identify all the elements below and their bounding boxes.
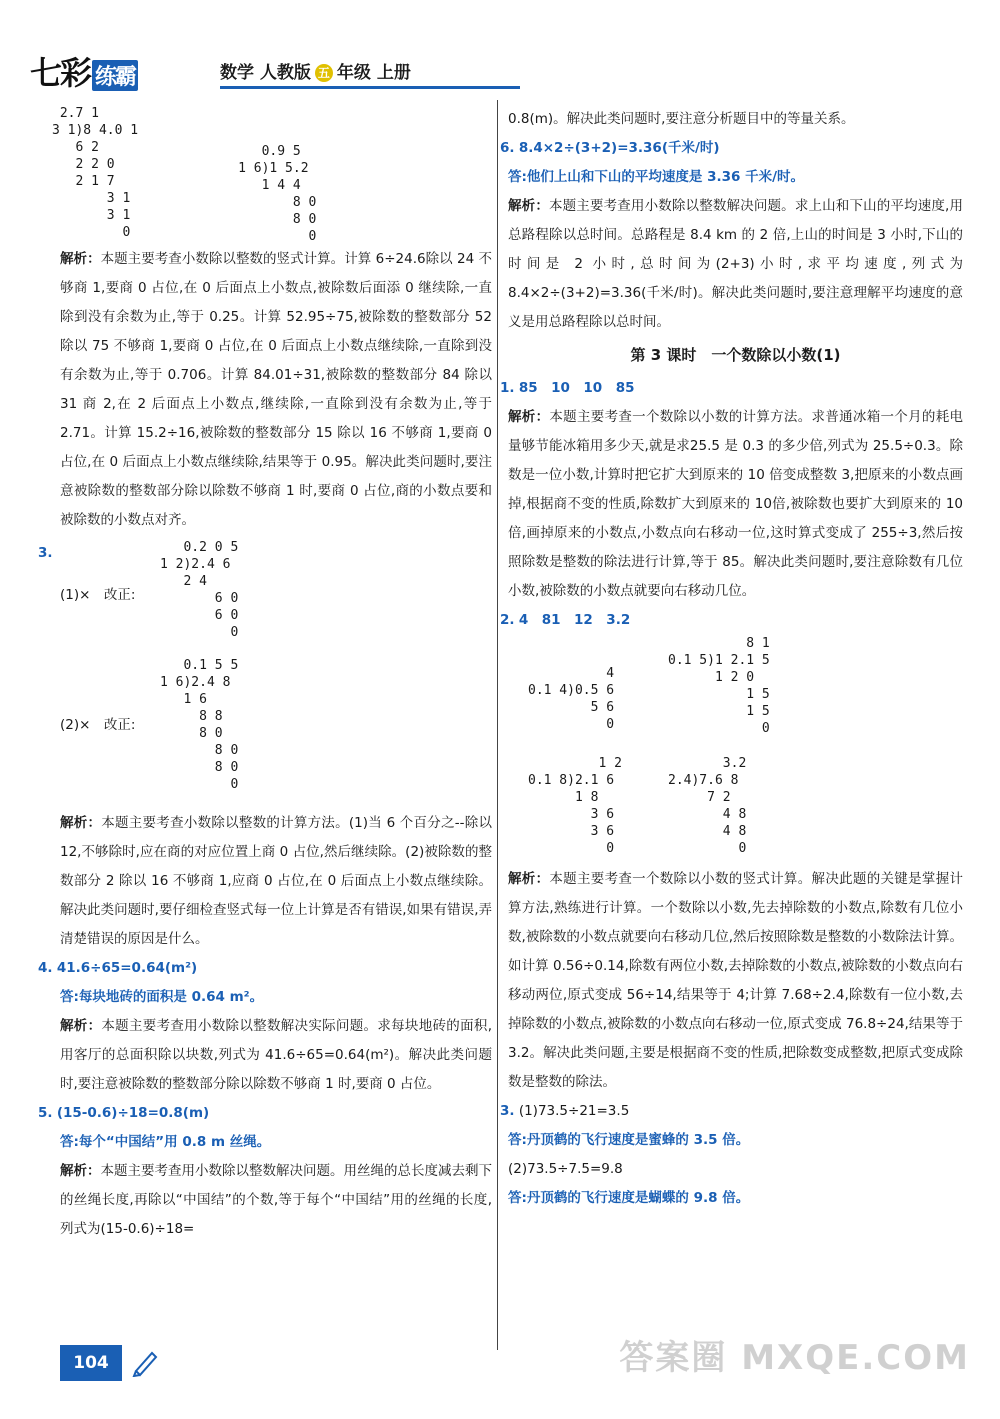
header-rule [220, 86, 520, 89]
r-question-2: 2. 4 81 12 3.2 [500, 612, 631, 628]
left-column [38, 105, 493, 1244]
analysis-3: 解析：本题主要考查用小数除以整数解决实际问题。求每块地砖的面积,用客厅的总面积除以块数,列式为 41.6÷65=0.64(m²)。解决此类问题时,要注意被除数的整数部分除以除数不够商 1 时,要商 0 占位。 [60, 1018, 492, 1092]
page-number: 104 [60, 1345, 122, 1381]
page-header [30, 48, 490, 92]
r-q3-1-answer: 答:丹顶鹤的飞行速度是蜜蜂的 3.5 倍。 [508, 1132, 750, 1148]
question-4: 4. 41.6÷65=0.64(m²) [38, 960, 198, 976]
grade-circle: 五 [315, 64, 333, 82]
q6-answer: 答:他们上山和下山的平均速度是 3.36 千米/时。 [508, 169, 805, 185]
r-q3-2: (2)73.5÷7.5=9.8 [508, 1161, 623, 1177]
calc-12-15: 8 1 0.1 5)1 2.1 5 1 2 0 1 5 1 5 0 [668, 636, 770, 736]
q3-1-calc: 0.2 0 5 1 2)2.4 6 2 4 6 0 6 0 0 [160, 540, 239, 640]
question-6: 6. 8.4×2÷(3+2)=3.36(千米/时) [500, 140, 720, 156]
q3-1-label: (1)× 改正: [60, 587, 136, 603]
watermark: 答案圈 MXQE.COM [619, 1338, 970, 1378]
calc-7-68: 3.2 2.4)7.6 8 7 2 4 8 4 8 0 [668, 756, 747, 856]
calc-2-16: 1 2 0.1 8)2.1 6 1 8 3 6 3 6 0 [528, 756, 622, 856]
question-5: 5. (15-0.6)÷18=0.8(m) [38, 1105, 210, 1121]
analysis-7: 解析：本题主要考查一个数除以小数的竖式计算。解决此题的关键是掌握计算方法,熟练进行计算。一个数除以小数,先去掉除数的小数点,除数有几位小数,被除数的小数点就要向右移动几位,然后按照除数是整数的小数除法计算。如计算 0.56÷0.14,除数有两位小数,去掉除数的小数点,被除数的小数点向右移动两位,原式变成 56÷14,结果等于 4;计算 7.68÷2.4,除数有一位小数,去掉除数的小数点,被除数的小数点向右移动一位,原式变成 76.8÷24,结果等于3.2。解决此类问题,主要是根据商不变的性质,把除数变成整数,把原式变成除数是整数的除法。 [508, 871, 963, 1090]
r-question-3: 3. (1)73.5÷21=3.5 [500, 1103, 630, 1119]
q2-calcs [52, 105, 492, 245]
calc-0-56: 4 0.1 4)0.5 6 5 6 0 [528, 666, 615, 732]
analysis-6: 解析：本题主要考查一个数除以小数的计算方法。求普通冰箱一个月的耗电量够节能冰箱用多少天,就是求25.5 是 0.3 的多少倍,列式为 25.5÷0.3。除数是一位小数,计算时把它扩大到原来的 10 倍变成整数 3,把原来的小数点画掉,根据商不变的性质,除数扩大到原来的 10倍,被除数也要扩大到原来的 10 倍,画掉原来的小数点,小数点向右移动一位,这时算式变成了 255÷3,然后按照除数是整数的除法进行计算,等于 85。解决此类问题时,要注意除数有几位小数,被除数的小数点就要向右移动几位。 [508, 409, 963, 599]
brand-logo: 七彩 练霸 [30, 48, 138, 94]
column-divider [497, 100, 498, 1350]
analysis-5: 解析：本题主要考查用小数除以整数解决问题。求上山和下山的平均速度,用总路程除以总时间。总路程是 8.4 km 的 2 倍,上山的时间是 3 小时,下山的时间是 2 小时,总时间为(2+3)小时,求平均速度,列式为 8.4×2÷(3+2)=3.36(千米/时)。解决此类问题时,要注意理解平均速度的意义是用总路程除以总时间。 [508, 198, 964, 330]
continuation: 0.8(m)。解决此类问题时,要注意分析题目中的等量关系。 [508, 111, 855, 127]
q3-2-label: (2)× 改正: [60, 717, 136, 733]
book-title: 数学 人教版 五 年级 上册 [220, 63, 411, 83]
q4-answer: 答:每块地砖的面积是 0.64 m²。 [60, 989, 264, 1005]
analysis-1: 解析：本题主要考查小数除以整数的竖式计算。计算 6÷24.6除以 24 不够商 1,要商 0 占位,在 0 后面点上小数点,被除数后面添 0 继续除,一直除到没有余数为止,等于 0.25。计算 52.95÷75,被除数的整数部分 52 除以 75 不够商 1,要商 0 占位,在 0 后面点上小数点继续除,一直除到没有余数为止,等于 0.706。计算 84.01÷31,被除数的整数部分 84 除以 31 商 2,在 2 后面点上小数点,继续除,一直除到没有余数为止,等于 2.71。计算 15.2÷16,被除数的整数部分 15 除以 16 不够商 1,要商 0 占位,在 0 后面点上小数点继续除,结果等于 0.95。解决此类问题时,要注意被除数的整数部分除以除数不够商 1 时,要商 0 占位,商的小数点要和被除数的小数点对齐。 [60, 251, 493, 528]
long-division-84-01: 2.7 1 3 1)8 4.0 1 6 2 2 2 0 2 1 7 3 1 3 1 0 [52, 106, 139, 240]
r-q3-2-answer: 答:丹顶鹤的飞行速度是蝴蝶的 9.8 倍。 [508, 1190, 750, 1206]
r-question-1: 1. 85 10 10 85 [500, 380, 635, 396]
analysis-4: 解析：本题主要考查用小数除以整数解决问题。用丝绳的总长度减去剩下的丝绳长度,再除以“中国结”的个数,等于每个“中国结”用的丝绳的长度,列式为(15-0.6)÷18= [60, 1163, 492, 1237]
q3-2-calc: 0.1 5 5 1 6)2.4 8 1 6 8 8 8 0 8 0 8 0 0 [160, 658, 239, 792]
analysis-2: 解析：本题主要考查小数除以整数的计算方法。(1)当 6 个百分之--除以 12,不够除时,应在商的对应位置上商 0 占位,然后继续除。(2)被除数的整数部分 2 除以 16 不够商 1,应商 0 占位,在 0 后面点上小数点继续除。解决此类问题时,要仔细检查竖式每一位上计算是否有错误,如果有错误,弄清楚错误的原因是什么。 [60, 815, 493, 947]
right-column [500, 105, 964, 1213]
long-division-15-2: 0.9 5 1 6)1 5.2 1 4 4 8 0 8 0 0 [238, 144, 317, 244]
section-title: 第 3 课时 一个数除以小数(1) [630, 346, 841, 364]
question-3 [38, 539, 492, 809]
q3-number: 3. [38, 545, 53, 561]
q5-answer: 答:每个“中国结”用 0.8 m 丝绳。 [60, 1134, 271, 1150]
pencil-icon [130, 1347, 160, 1377]
r-q2-calcs [508, 635, 963, 865]
